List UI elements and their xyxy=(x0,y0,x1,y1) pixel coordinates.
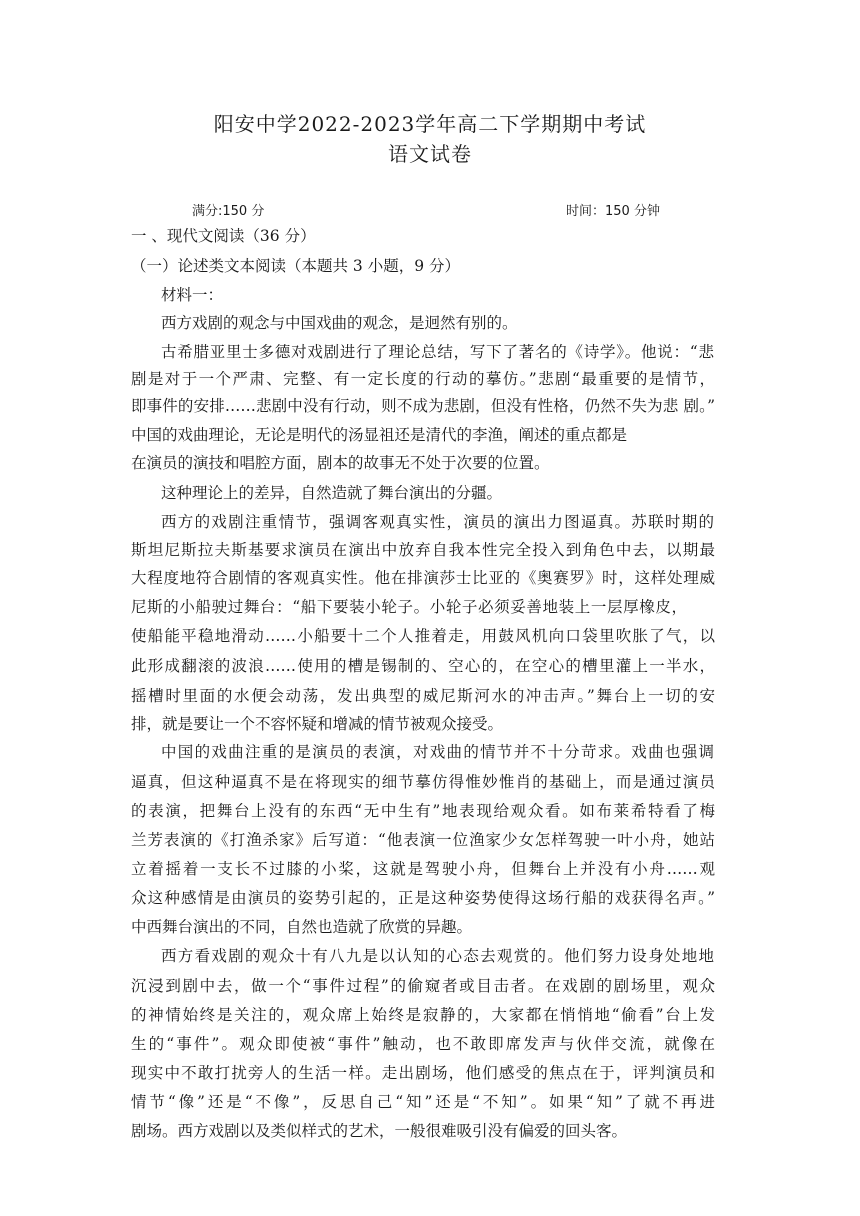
total-score: 满分:150 分 xyxy=(192,204,265,219)
paragraph-line: 西方的戏剧注重情节，强调客观真实性，演员的演出力图逼真。苏联时期的 xyxy=(161,513,714,531)
exam-time: 时间：150 分钟 xyxy=(566,204,660,219)
paragraph-line: 斯坦尼斯拉夫斯基要求演员在演出中放弃自我本性完全投入到角色中去，以期最 xyxy=(131,541,715,559)
paragraph-line: 剧是对于一个严肃、完整、有一定长度的行动的摹仿。”悲剧“最重要的是情节， xyxy=(131,370,715,388)
paragraph-line: 的神情始终是关注的，观众席上始终是寂静的，大家都在悄悄地“偷看”台上发 xyxy=(131,1006,715,1024)
paragraph-line: 的表演，把舞台上没有的东西“无中生有”地表现给观众看。如布莱希特看了梅 xyxy=(131,802,715,820)
paragraph-line: 剧场。西方戏剧以及类似样式的艺术，一般很难吸引没有偏爱的回头客。 xyxy=(131,1122,628,1140)
paragraph-line: 这种理论上的差异，自然造就了舞台演出的分疆。 xyxy=(161,484,503,502)
paragraph-line: 中西舞台演出的不同，自然也造就了欣赏的异趣。 xyxy=(131,918,473,936)
paragraph-line: 现实中不敢打扰旁人的生活一样。走出剧场，他们感受的焦点在于，评判演员和 xyxy=(131,1064,715,1082)
exam-title: 阳安中学2022-2023学年高二下学期期中考试 xyxy=(213,112,647,136)
paragraph-line: 即事件的安排……悲剧中没有行动，则不成为悲剧，但没有性格，仍然不失为悲 剧。” xyxy=(131,397,715,415)
paragraph-line: 情节“像”还是“不像”，反思自己“知”还是“不知”。如果“知”了就不再进 xyxy=(131,1093,715,1111)
paragraph-line: 西方看戏剧的观众十有八九是以认知的心态去观赏的。他们努力设身处地地 xyxy=(161,947,714,965)
paragraph-line: 沉浸到剧中去，做一个“事件过程”的偷窥者或目击者。在戏剧的剧场里，观众 xyxy=(131,977,715,995)
paragraph-line: 众这种感情是由演员的姿势引起的，正是这种姿势使得这场行船的戏获得名声。” xyxy=(131,889,715,907)
paragraph-line: 摇槽时里面的水便会动荡，发出典型的威尼斯河水的冲击声。”舞台上一切的安 xyxy=(131,687,715,705)
paragraph-line: 立着摇着一支长不过膝的小桨，这就是驾驶小舟，但舞台上并没有小舟……观 xyxy=(131,860,715,878)
paragraph-line: 使船能平稳地滑动……小船要十二个人推着走，用鼓风机向口袋里吹胀了气，以 xyxy=(131,627,715,645)
material-label: 材料一： xyxy=(161,286,224,304)
exam-subtitle: 语文试卷 xyxy=(388,142,472,166)
paragraph-line: 大程度地符合剧情的客观真实性。他在排演莎士比亚的《奥赛罗》时，这样处理威 xyxy=(131,569,715,587)
paragraph-line: 西方戏剧的观念与中国戏曲的观念，是迥然有别的。 xyxy=(161,314,518,332)
paragraph-line: 此形成翻滚的波浪……使用的槽是锡制的、空心的，在空心的槽里灌上一半水， xyxy=(131,657,715,675)
paragraph-line: 排，就是要让一个不容怀疑和增减的情节被观众接受。 xyxy=(131,715,504,733)
paragraph-line: 逼真，但这种逼真不是在将现实的细节摹仿得惟妙惟肖的基础上，而是通过演员 xyxy=(131,773,715,791)
subsection-heading: （一）论述类文本阅读（本题共 3 小题，9 分） xyxy=(131,257,461,275)
section-heading: 一 、现代文阅读（36 分） xyxy=(131,227,316,245)
paragraph-line: 尼斯的小船驶过舞台：“船下要装小轮子。小轮子必须妥善地装上一层厚橡皮， xyxy=(131,598,687,616)
paragraph-line: 兰芳表演的《打渔杀家》后写道：“他表演一位渔家少女怎样驾驶一叶小舟，她站 xyxy=(131,831,715,849)
paragraph-line: 古希腊亚里士多德对戏剧进行了理论总结，写下了著名的《诗学》。他说：“悲 xyxy=(161,343,714,361)
paragraph-line: 在演员的演技和唱腔方面，剧本的故事无不处于次要的位置。 xyxy=(131,454,550,472)
paragraph-line: 生的“事件”。观众即使被“事件”触动，也不敢即席发声与伙伴交流，就像在 xyxy=(131,1035,715,1053)
paragraph-line: 中国的戏曲理论，无论是明代的汤显祖还是清代的李渔，阐述的重点都是 xyxy=(131,426,628,444)
paragraph-line: 中国的戏曲注重的是演员的表演，对戏曲的情节并不十分苛求。戏曲也强调 xyxy=(161,743,714,761)
